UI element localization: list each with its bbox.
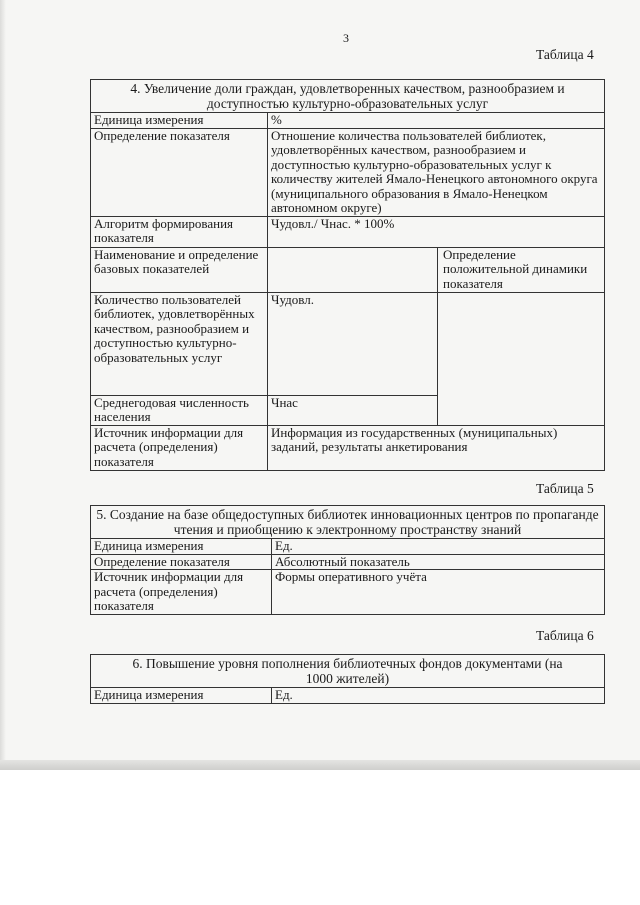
table5-caption: Таблица 5 <box>536 481 594 496</box>
table5-source-value: Формы оперативного учёта <box>272 570 605 615</box>
table5-unit-label: Единица измерения <box>91 539 272 555</box>
table4-base-header-label: Наименование и определение базовых показателей <box>91 247 268 292</box>
table4-base-row-value: Чнас <box>268 395 438 425</box>
table5-definition-value: Абсолютный показатель <box>272 554 605 570</box>
scan-shadow <box>0 0 6 768</box>
table4-algorithm-label: Алгоритм формирования показателя <box>91 216 268 247</box>
table4-definition-label: Определение показателя <box>91 128 268 216</box>
table4-title: 4. Увеличение доли граждан, удовлетворенных качеством, разнообразием и доступностью культурно-образовательных услуг <box>91 80 605 113</box>
table6 <box>90 654 605 704</box>
table4-source-value: Информация из государственных (муниципальных) заданий, результаты анкетирования <box>268 425 605 470</box>
table5-unit-value: Ед. <box>272 539 605 555</box>
table5-source-label: Источник информации для расчета (определения) показателя <box>91 570 272 615</box>
scan-bottom-edge <box>0 760 640 770</box>
table4-base-row-label: Количество пользователей библиотек, удовлетворённых качеством, разнообразием и доступностью культурно-образовательных услуг <box>91 292 268 395</box>
table6-title: 6. Повышение уровня пополнения библиотечных фондов документами (на 1000 жителей) <box>91 655 605 688</box>
page-number: 3 <box>343 31 349 45</box>
table5 <box>90 505 605 615</box>
table4-source-label: Источник информации для расчета (определения) показателя <box>91 425 268 470</box>
table4-dynamics-header: Определение положительной динамики показателя <box>438 247 605 292</box>
table4-base-row-value: Чудовл. <box>268 292 438 395</box>
table4-base-header-value <box>268 247 438 292</box>
table5-title: 5. Создание на базе общедоступных библиотек инновационных центров по пропаганде чтения и приобщению к электронному пространству знаний <box>91 506 605 539</box>
table4 <box>90 79 605 471</box>
table4-unit-value: % <box>268 113 605 129</box>
table5-definition-label: Определение показателя <box>91 554 272 570</box>
table4-caption: Таблица 4 <box>536 47 594 62</box>
table6-caption: Таблица 6 <box>536 628 594 643</box>
table6-unit-label: Единица измерения <box>91 688 272 704</box>
table6-unit-value: Ед. <box>272 688 605 704</box>
table4-dynamics-cell <box>438 292 605 425</box>
table4-unit-label: Единица измерения <box>91 113 268 129</box>
table4-base-row-label: Среднегодовая численность населения <box>91 395 268 425</box>
table4-algorithm-value: Чудовл./ Чнас. * 100% <box>268 216 605 247</box>
table4-definition-value: Отношение количества пользователей библиотек, удовлетворённых качеством, разнообразием и доступностью культурно-образовательных услуг к количеству жителей Ямало-Ненецкого автономного округа (муниципального образования в Ямало-Ненецком автономном округе) <box>268 128 605 216</box>
